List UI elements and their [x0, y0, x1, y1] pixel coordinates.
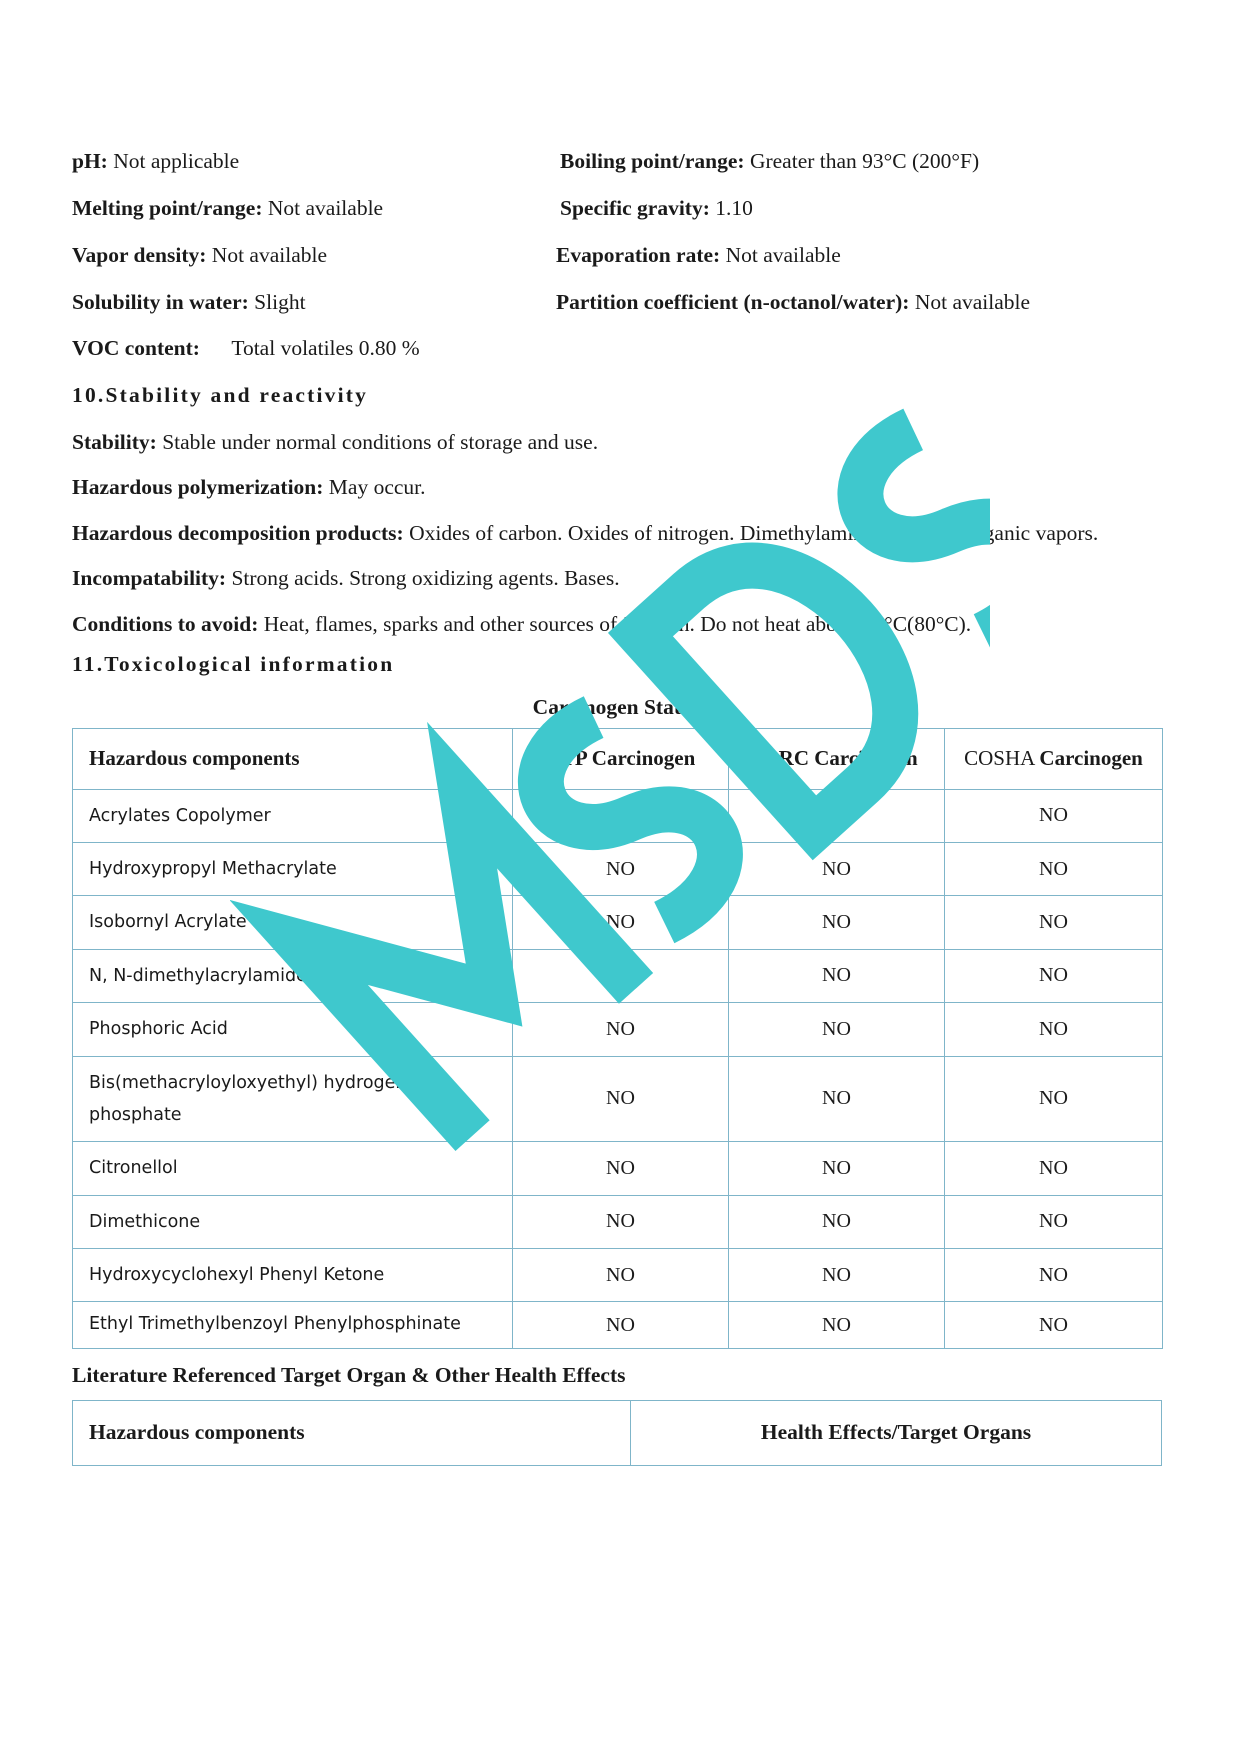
- property-left: [72, 148, 556, 175]
- voc-content-row: [72, 336, 1162, 361]
- incompatability-text: Strong acids. Strong oxidizing agents. Bases.: [231, 566, 620, 591]
- incompatability-item: [72, 560, 1162, 598]
- physical-properties-block: [72, 148, 1162, 361]
- property-label: Boiling point/range:: [560, 149, 745, 173]
- component-name: N, N-dimethylacrylamide: [73, 949, 513, 1002]
- property-label: pH:: [72, 149, 108, 173]
- cosha-prefix: COSHA: [964, 746, 1040, 771]
- property-left: [72, 289, 556, 316]
- property-row: [72, 148, 1162, 175]
- property-right: [556, 289, 1162, 316]
- iarc-value: NO: [729, 949, 945, 1002]
- ntp-value: NO: [513, 843, 729, 896]
- table-row: [73, 1302, 1163, 1348]
- polymerization-label: Hazardous polymerization:: [72, 475, 324, 500]
- literature-heading: Literature Referenced Target Organ & Other Health Effects: [72, 1362, 626, 1387]
- decomposition-text: Oxides of carbon. Oxides of nitrogen. Dimethylamine. Irritating organic vapors.: [409, 520, 1099, 545]
- property-right: [556, 148, 1162, 175]
- iarc-value: NO: [729, 789, 945, 842]
- table-row: [73, 1056, 1163, 1142]
- decomposition-item: [72, 515, 1162, 553]
- conditions-label: Conditions to avoid:: [72, 612, 259, 636]
- table-row: [73, 789, 1163, 842]
- property-row: [72, 195, 1162, 222]
- cosha-value: NO: [945, 1302, 1163, 1348]
- stability-label: Stability:: [72, 429, 157, 454]
- table-row: [73, 1249, 1163, 1302]
- column-header-health-effects: Health Effects/Target Organs: [631, 1400, 1162, 1465]
- ntp-value: NO: [513, 1056, 729, 1142]
- cosha-value: NO: [945, 1056, 1163, 1142]
- stability-item: [72, 424, 1162, 462]
- column-header-components: Hazardous components: [73, 728, 513, 789]
- iarc-value: NO: [729, 1195, 945, 1248]
- stability-text: Stable under normal conditions of storage and use.: [162, 429, 599, 454]
- incompatability-label: Incompatability:: [72, 566, 227, 591]
- voc-value: Total volatiles 0.80 %: [231, 335, 420, 360]
- property-right: [556, 242, 1162, 269]
- carcinogen-status-table: [72, 728, 1163, 1349]
- component-name: Citronellol: [73, 1142, 513, 1195]
- ntp-value: NO: [513, 789, 729, 842]
- column-header-cosha: [945, 728, 1163, 789]
- property-right: [556, 195, 1162, 222]
- table-row: [73, 843, 1163, 896]
- iarc-value: NO: [729, 1142, 945, 1195]
- property-value: Not available: [211, 242, 328, 267]
- property-value: Greater than 93°C (200°F): [749, 149, 980, 173]
- iarc-value: NO: [729, 1003, 945, 1056]
- decomposition-label: Hazardous decomposition products:: [72, 520, 404, 545]
- property-value: Not available: [725, 242, 841, 267]
- conditions-to-avoid-item: [72, 606, 1162, 644]
- component-name: Ethyl Trimethylbenzoyl Phenylphosphinate: [73, 1302, 513, 1348]
- property-value: Not available: [914, 289, 1031, 314]
- cosha-value: NO: [945, 1142, 1163, 1195]
- property-label: Solubility in water:: [72, 289, 249, 314]
- voc-label: VOC content:: [72, 335, 200, 360]
- cosha-value: NO: [945, 1249, 1163, 1302]
- property-value: 1.10: [715, 195, 753, 220]
- ntp-value: NO: [513, 896, 729, 949]
- cosha-bold: Carcinogen: [1039, 746, 1143, 771]
- document-body: [72, 148, 1162, 1466]
- property-row: [72, 289, 1162, 316]
- section-11-heading: 11.Toxicological information: [72, 651, 395, 676]
- property-value: Not applicable: [113, 149, 240, 173]
- cosha-value: NO: [945, 843, 1163, 896]
- column-header-iarc: IARC Carcinogen: [729, 728, 945, 789]
- component-name: Bis(methacryloyloxyethyl) hydrogen phosphate: [73, 1056, 513, 1142]
- table-row: [73, 1142, 1163, 1195]
- ntp-value: NO: [513, 1003, 729, 1056]
- component-name: Hydroxycyclohexyl Phenyl Ketone: [73, 1249, 513, 1302]
- property-left: [72, 242, 556, 269]
- column-header-components: Hazardous components: [73, 1400, 631, 1465]
- component-name: Acrylates Copolymer: [73, 789, 513, 842]
- component-name: Hydroxypropyl Methacrylate: [73, 843, 513, 896]
- property-row: [72, 242, 1162, 269]
- ntp-value: NO: [513, 1195, 729, 1248]
- table-header-row: [73, 1400, 1162, 1465]
- cosha-value: NO: [945, 949, 1163, 1002]
- polymerization-item: [72, 469, 1162, 507]
- property-value: Not available: [267, 195, 384, 220]
- property-value: Slight: [254, 289, 306, 314]
- table-row: [73, 1003, 1163, 1056]
- property-label: Partition coefficient (n-octanol/water):: [556, 289, 910, 314]
- column-header-ntp: NTP Carcinogen: [513, 728, 729, 789]
- polymerization-text: May occur.: [328, 475, 426, 500]
- iarc-value: NO: [729, 1056, 945, 1142]
- property-label: Specific gravity:: [560, 195, 710, 220]
- iarc-value: NO: [729, 1302, 945, 1348]
- component-name: Phosphoric Acid: [73, 1003, 513, 1056]
- component-name: Dimethicone: [73, 1195, 513, 1248]
- ntp-value: NO: [513, 1249, 729, 1302]
- carcinogen-status-title: Carcinogen Status: [532, 694, 702, 719]
- iarc-value: NO: [729, 896, 945, 949]
- property-label: Evaporation rate:: [556, 242, 721, 267]
- property-left: [72, 195, 556, 222]
- literature-table: [72, 1400, 1162, 1466]
- conditions-text: Heat, flames, sparks and other sources of ignition. Do not heat above 26°C(80°C).: [263, 612, 972, 636]
- table-header-row: [73, 728, 1163, 789]
- ntp-value: NO: [513, 1302, 729, 1348]
- cosha-value: NO: [945, 1003, 1163, 1056]
- property-label: Vapor density:: [72, 242, 207, 267]
- cosha-value: NO: [945, 1195, 1163, 1248]
- table-row: [73, 1195, 1163, 1248]
- ntp-value: NO: [513, 949, 729, 1002]
- ntp-value: NO: [513, 1142, 729, 1195]
- iarc-value: NO: [729, 843, 945, 896]
- cosha-value: NO: [945, 789, 1163, 842]
- component-name: Isobornyl Acrylate: [73, 896, 513, 949]
- table-row: [73, 896, 1163, 949]
- cosha-value: NO: [945, 896, 1163, 949]
- section-10-heading: 10.Stability and reactivity: [72, 382, 369, 407]
- iarc-value: NO: [729, 1249, 945, 1302]
- table-row: [73, 949, 1163, 1002]
- property-label: Melting point/range:: [72, 195, 263, 220]
